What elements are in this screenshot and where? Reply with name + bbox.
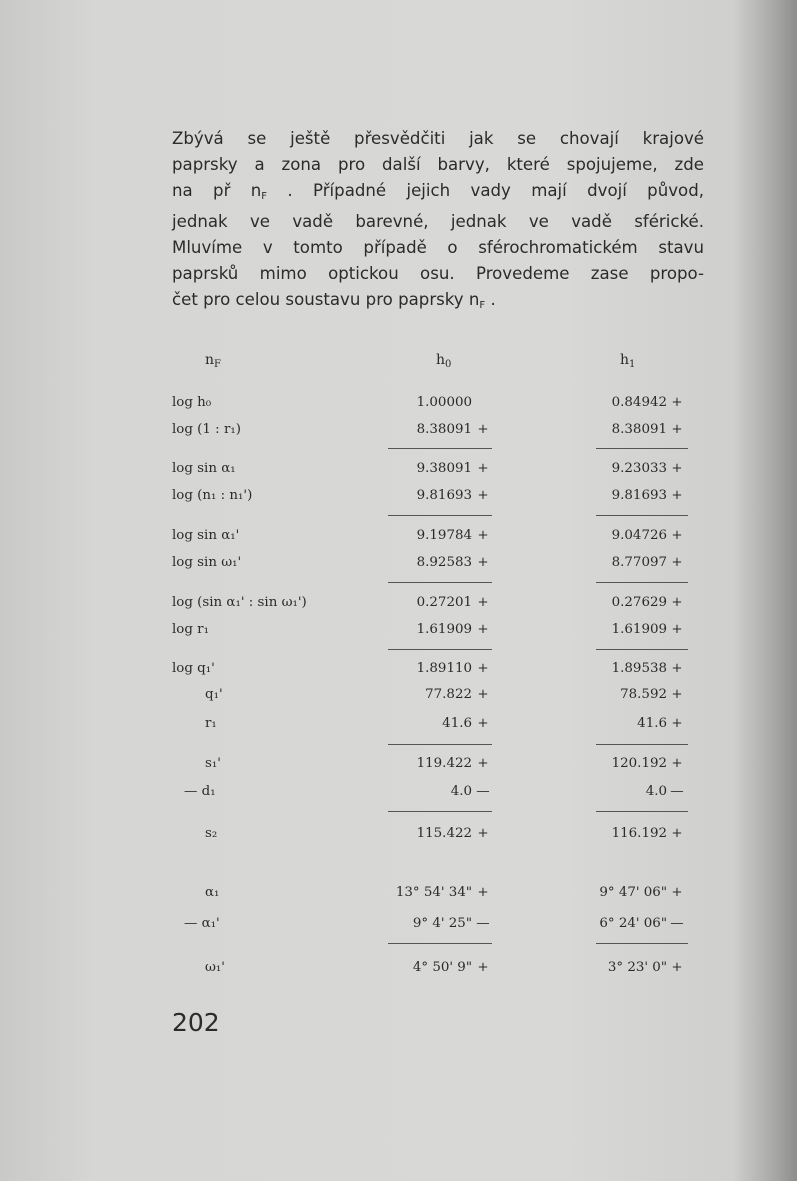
- row-label: — d₁: [184, 784, 216, 799]
- row-sign-h0: +: [477, 461, 489, 476]
- intro-paragraph: [172, 126, 704, 319]
- row-value-h0: 1.00000: [416, 395, 472, 410]
- row-sign-h0: +: [477, 826, 489, 841]
- row-sign-h1: +: [671, 826, 683, 841]
- row-value-h0: 9.81693: [416, 488, 472, 503]
- row-label: log h₀: [172, 395, 212, 410]
- row-sign-h0: +: [477, 422, 489, 437]
- row-sign-h1: +: [671, 661, 683, 676]
- row-value-h0: 8.38091: [416, 422, 472, 437]
- row-value-h0: 8.92583: [416, 555, 472, 570]
- paragraph-text: čet pro celou soustavu pro paprsky n: [172, 289, 480, 309]
- row-value-h1: 4.0: [645, 784, 667, 799]
- row-sign-h1: —: [670, 784, 684, 799]
- row-sign-h1: +: [671, 528, 683, 543]
- row-value-h0: 1.89110: [416, 661, 472, 676]
- row-value-h1: 6° 24' 06": [599, 916, 667, 931]
- row-value-h0: 41.6: [442, 716, 472, 731]
- row-sign-h0: +: [477, 687, 489, 702]
- row-sign-h0: +: [477, 716, 489, 731]
- row-label: ω₁': [205, 960, 225, 975]
- paragraph-line: Mluvíme v tomto případě o sférochromatickém stavu: [172, 238, 704, 258]
- row-value-h1: 1.61909: [611, 622, 667, 637]
- row-sign-h1: +: [671, 422, 683, 437]
- row-sign-h0: +: [477, 622, 489, 637]
- row-sign-h1: +: [671, 461, 683, 476]
- row-label: α₁: [205, 885, 220, 900]
- row-sign-h0: +: [477, 528, 489, 543]
- paragraph-line: jednak ve vadě barevné, jednak ve vadě sférické.: [172, 212, 704, 232]
- row-sign-h0: +: [477, 885, 489, 900]
- row-label: log (sin α₁' : sin ω₁'): [172, 595, 307, 610]
- sum-rule: [596, 744, 688, 745]
- row-value-h0: 119.422: [416, 756, 472, 771]
- row-sign-h1: +: [671, 395, 683, 410]
- row-value-h1: 9° 47' 06": [599, 885, 667, 900]
- row-value-h0: 4° 50' 9": [412, 960, 472, 975]
- paragraph-line: paprsky a zona pro další barvy, které spojujeme, zde: [172, 154, 704, 174]
- row-label: r₁: [205, 716, 217, 731]
- row-value-h1: 8.38091: [611, 422, 667, 437]
- row-value-h1: 1.89538: [611, 661, 667, 676]
- row-sign-h1: +: [671, 716, 683, 731]
- row-sign-h1: +: [671, 622, 683, 637]
- page-number: 202: [172, 1008, 220, 1037]
- table-header-label: $n_F$: [205, 352, 221, 370]
- row-sign-h0: +: [477, 595, 489, 610]
- row-value-h0: 4.0: [450, 784, 472, 799]
- row-label: log (1 : r₁): [172, 422, 241, 437]
- paragraph-line: paprsků mimo optickou osu. Provedeme zase propo-: [172, 263, 704, 283]
- paragraph-line: [172, 287, 704, 319]
- paragraph-text: na př n: [172, 180, 262, 200]
- row-sign-h0: +: [477, 960, 489, 975]
- sum-rule: [596, 515, 688, 516]
- row-sign-h0: +: [477, 555, 489, 570]
- row-sign-h1: +: [671, 960, 683, 975]
- row-value-h0: 9.19784: [416, 528, 472, 543]
- row-sign-h0: +: [477, 756, 489, 771]
- row-value-h1: 78.592: [620, 687, 667, 702]
- sum-rule: [596, 943, 688, 944]
- sum-rule: [596, 811, 688, 812]
- row-label: s₁': [205, 756, 221, 771]
- row-value-h0: 115.422: [416, 826, 472, 841]
- sum-rule: [388, 515, 492, 516]
- row-value-h0: 13° 54' 34": [395, 885, 472, 900]
- paragraph-text: .: [490, 289, 496, 309]
- row-sign-h0: —: [476, 784, 490, 799]
- row-label: s₂: [205, 826, 218, 841]
- sum-rule: [388, 943, 492, 944]
- row-value-h0: 9° 4' 25": [412, 916, 472, 931]
- row-value-h1: 0.27629: [611, 595, 667, 610]
- row-label: q₁': [205, 687, 223, 702]
- subscript: F: [479, 299, 486, 311]
- paragraph-line: [172, 178, 704, 210]
- row-sign-h1: +: [671, 595, 683, 610]
- row-label: log sin α₁': [172, 528, 240, 543]
- row-label: log sin α₁: [172, 461, 236, 476]
- sum-rule: [388, 811, 492, 812]
- row-value-h0: 0.27201: [416, 595, 472, 610]
- row-sign-h1: —: [670, 916, 684, 931]
- row-sign-h1: +: [671, 555, 683, 570]
- sum-rule: [388, 649, 492, 650]
- row-value-h0: 77.822: [425, 687, 472, 702]
- sum-rule: [596, 582, 688, 583]
- sum-rule: [596, 448, 688, 449]
- paragraph-text: . Případné jejich vady mají dvojí původ,: [287, 180, 705, 200]
- row-label: log sin ω₁': [172, 555, 242, 570]
- subscript: F: [261, 190, 268, 202]
- row-value-h1: 9.81693: [611, 488, 667, 503]
- sum-rule: [388, 448, 492, 449]
- paragraph-line: Zbývá se ještě přesvědčiti jak se chovají krajové: [172, 129, 704, 148]
- row-label: log r₁: [172, 622, 209, 637]
- row-value-h0: 9.38091: [416, 461, 472, 476]
- row-label: log (n₁ : n₁'): [172, 488, 253, 503]
- row-sign-h1: +: [671, 687, 683, 702]
- sum-rule: [388, 744, 492, 745]
- row-value-h1: 9.23033: [611, 461, 667, 476]
- row-sign-h1: +: [671, 488, 683, 503]
- row-value-h1: 9.04726: [611, 528, 667, 543]
- row-value-h1: 3° 23' 0": [607, 960, 667, 975]
- table-header-col0: $h_0$: [436, 352, 452, 370]
- row-value-h1: 41.6: [637, 716, 667, 731]
- row-value-h1: 0.84942: [611, 395, 667, 410]
- sum-rule: [388, 582, 492, 583]
- row-value-h1: 8.77097: [611, 555, 667, 570]
- row-sign-h0: +: [477, 488, 489, 503]
- sum-rule: [596, 649, 688, 650]
- row-label: log q₁': [172, 661, 215, 676]
- row-sign-h1: +: [671, 885, 683, 900]
- row-sign-h1: +: [671, 756, 683, 771]
- row-sign-h0: —: [476, 916, 490, 931]
- row-value-h1: 116.192: [611, 826, 667, 841]
- row-value-h1: 120.192: [611, 756, 667, 771]
- row-sign-h0: +: [477, 661, 489, 676]
- row-label: — α₁': [184, 916, 220, 931]
- row-value-h0: 1.61909: [416, 622, 472, 637]
- table-header-col1: $h_1$: [620, 352, 636, 370]
